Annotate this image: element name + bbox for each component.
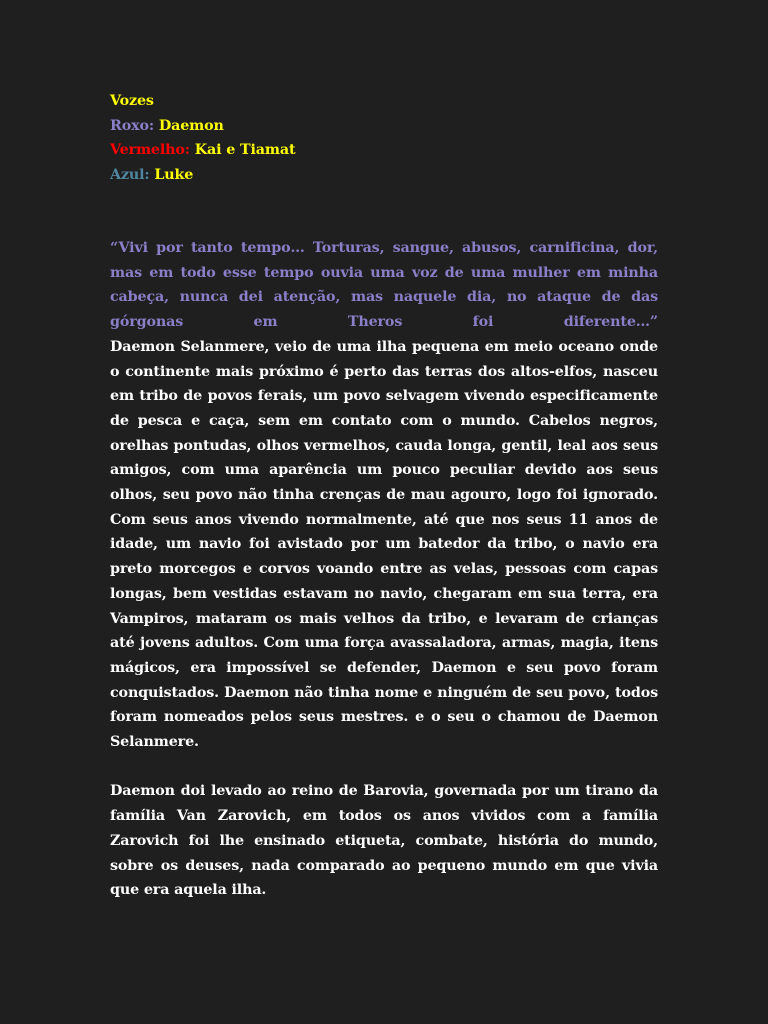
story-body xyxy=(110,236,658,903)
legend-color-label: Roxo: xyxy=(110,117,155,134)
legend-character-name: Kai e Tiamat xyxy=(194,142,296,159)
legend-entry-purple xyxy=(110,114,658,139)
paragraph-origin: Daemon Selanmere, veio de uma ilha pequena em meio oceano onde o continente mais próximo é perto das terras dos altos-elfos, nasceu em tribo de povos ferais, um povo selvagem vivendo especificamente de pesca e caça, sem em contato com o mundo. Cabelos negros, orelhas pontudas, olhos vermelhos, cauda longa, gentil, leal aos seus amigos, com uma aparência um pouco peculiar devido aos seus olhos, seu povo não tinha crenças de mau agouro, logo foi ignorado. Com seus anos vivendo normalmente, até que nos seus 11 anos de idade, um navio foi avistado por um batedor da tribo, o navio era preto morcegos e corvos voando entre as velas, pessoas com capas longas, bem vestidas estavam no navio, chegaram em sua terra, era Vampiros, mataram os mais velhos da tribo, e levaram de crianças até jovens adultos. Com uma força avassaladora, armas, magia, itens mágicos, era impossível se defender, Daemon e seu povo foram conquistados. Daemon não tinha nome e ninguém de seu povo, todos foram nomeados pelos seus mestres. e o seu o chamou de Daemon Selanmere. xyxy=(110,338,658,751)
legend-entry-red xyxy=(110,138,658,163)
legend-entry-blue xyxy=(110,163,658,188)
legend-character-name: Daemon xyxy=(158,117,224,134)
paragraph-barovia: Daemon doi levado ao reino de Barovia, governada por um tirano da família Van Zarovich, em todos os anos vividos com a família Zarovich foi lhe ensinado etiqueta, combate, história do mundo, sobre os deuses, nada comparado ao pequeno mundo em que vivia que era aquela ilha. xyxy=(110,783,658,899)
legend-character-name: Luke xyxy=(154,167,194,184)
legend-color-label: Azul: xyxy=(110,167,150,184)
daemon-quote: “Vivi por tanto tempo… Torturas, sangue, abusos, carnificina, dor, mas em todo esse tempo ouvia uma voz de uma mulher em minha cabeça, nunca dei atenção, mas naquele dia, no ataque de das górgonas em Theros foi diferente…” xyxy=(110,240,658,331)
legend-title: Vozes xyxy=(110,93,154,109)
voices-legend xyxy=(110,89,658,188)
legend-color-label: Vermelho: xyxy=(110,142,190,159)
